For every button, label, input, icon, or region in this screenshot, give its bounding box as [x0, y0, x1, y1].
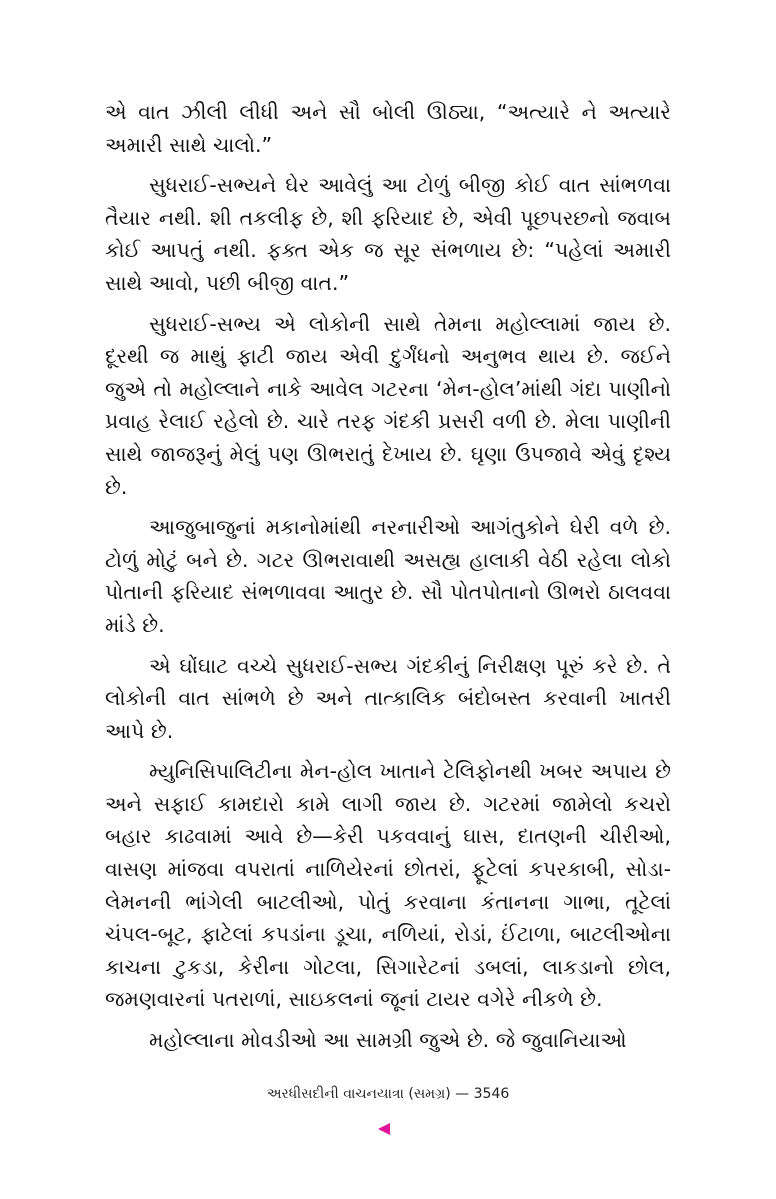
- paragraph-4: આજુબાજુનાં મકાનોમાંથી નરનારીઓ આગંતુકોને ઘેરી વળે છે. ટોળું મોટું બને છે. ગટર ઊભરાવાથી અસહ્ય હાલાકી વેઠી રહેલા લોકો પોતાની ફરિયાદ સંભળાવવા આતુર છે. સૌ પોતપોતાનો ઊભરો ઠાલવવા માંડે છે.: [105, 515, 671, 637]
- paragraph-3: સુધરાઈ-સભ્ય એ લોકોની સાથે તેમના મહોલ્લામાં જાય છે. દૂરથી જ માથું ફાટી જાય એવી દુર્ગંધનો અનુભવ થાય છે. જઈને જુએ તો મહોલ્લાને નાકે આવેલ ગટરના ‘મેન-હોલ’માંથી ગંદા પાણીનો પ્રવાહ રેલાઈ રહેલો છે. ચારે તરફ ગંદકી પ્રસરી વળી છે. મેલા પાણીની સાથે જાજરૂનું મેલું પણ ઊભરાતું દેખાય છે. ઘૃણા ઉપજાવે એવું દૃશ્ય છે.: [105, 311, 671, 499]
- previous-page-icon[interactable]: [378, 1123, 390, 1135]
- body-text: [105, 96, 671, 1065]
- paragraph-1: એ વાત ઝીલી લીધી અને સૌ બોલી ઊઠ્યા, “અત્યારે ને અત્યારે અમારી સાથે ચાલો.”: [105, 100, 671, 157]
- paragraph-2: સુધરાઈ-સભ્યને ઘેર આવેલું આ ટોળું બીજી કોઈ વાત સાંભળવા તૈયાર નથી. શી તકલીફ છે, શી ફરિયાદ છે, એવી પૂછપરછનો જવાબ કોઈ આપતું નથી. ફક્ત એક જ સૂર સંભળાય છે: “પહેલાં અમારી સાથે આવો, પછી બીજી વાત.”: [105, 173, 671, 295]
- paragraph-5: એ ઘોંઘાટ વચ્ચે સુધરાઈ-સભ્ય ગંદકીનું નિરીક્ષણ પૂરું કરે છે. તે લોકોની વાત સાંભળે છે અને તાત્કાલિક બંદોબસ્ત કરવાની ખાતરી આપે છે.: [105, 653, 671, 743]
- page-footer: અરધીસદીની વાચનયાત્રા (સમગ્ર) — 3546: [266, 1086, 510, 1102]
- paragraph-7: મહોલ્લાના મોવડીઓ આ સામગ્રી જુએ છે. જે જુવાનિયાઓ: [149, 1028, 627, 1053]
- paragraph-6: મ્યુનિસિપાલિટીના મેન-હોલ ખાતાને ટેલિફોનથી ખબર અપાય છે અને સફાઈ કામદારો કામે લાગી જાય છે. ગટરમાં જામેલો કચરો બહાર કાઢવામાં આવે છે—કેરી પકવવાનું ઘાસ, દાતણની ચીરીઓ, વાસણ માંજવા વપરાતાં નાળિયેરનાં છોતરાં, ફૂટેલાં કપરકાબી, સોડા-લેમનની ભાંગેલી બાટલીઓ, પોતું કરવાના કંતાનના ગાભા, તૂટેલાં ચંપલ-બૂટ, ફાટેલાં કપડાંના ડૂચા, નળિયાં, રોડાં, ઈંટાળા, બાટલીઓના કાચના ટુકડા, કેરીના ગોટલા, સિગારેટનાં ડબલાં, લાકડાનો છોલ, જમણવારનાં પતરાળાં, સાઇકલનાં જૂનાં ટાયર વગેરે નીકળે છે.: [105, 759, 671, 1012]
